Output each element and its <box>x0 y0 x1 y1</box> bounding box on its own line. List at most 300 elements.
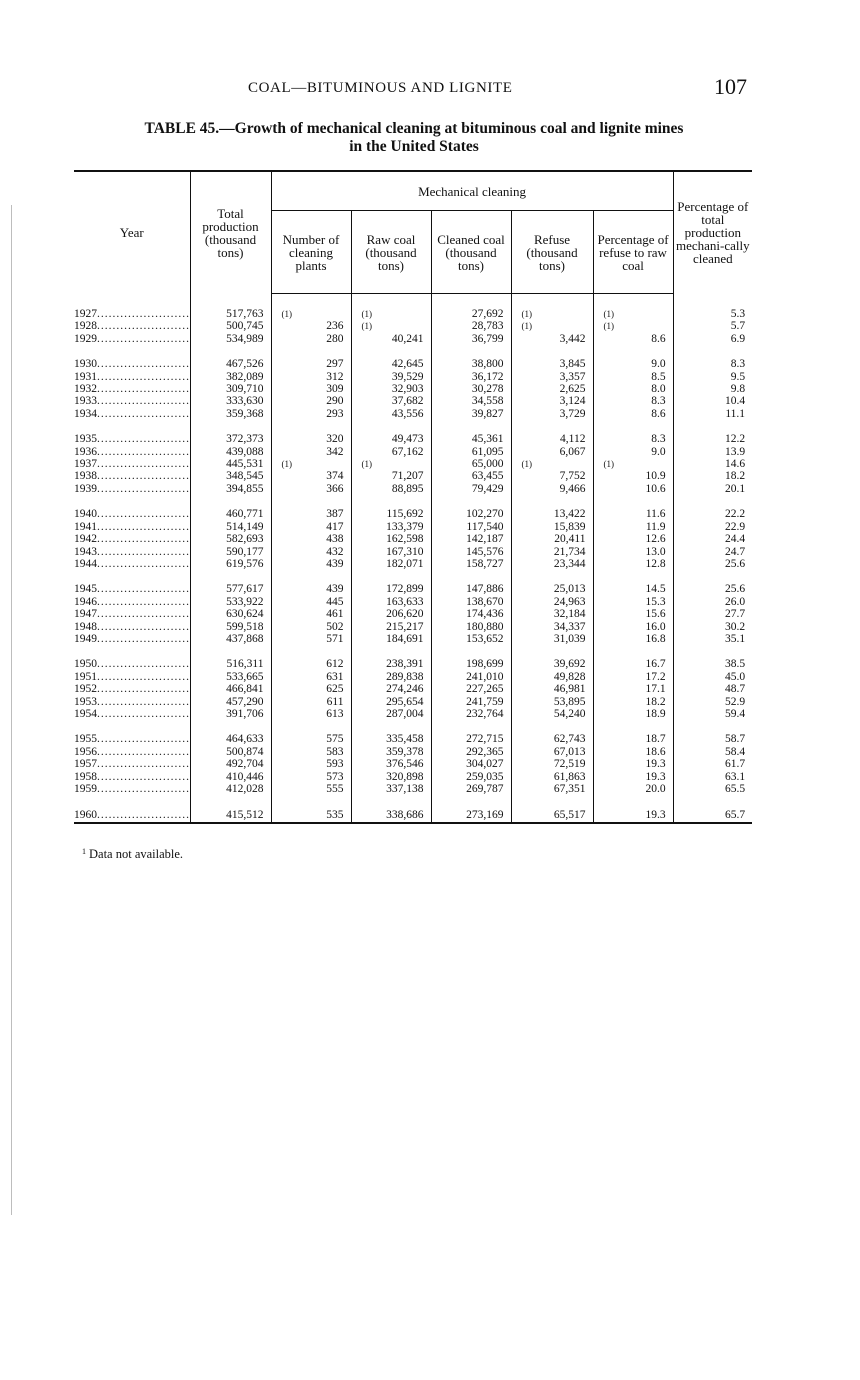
table-row <box>74 596 752 608</box>
cell-value: 88,895 <box>391 482 424 495</box>
cell-value: 12.6 <box>645 533 666 546</box>
cell-refuse <box>511 433 593 445</box>
cell-total-production <box>190 583 271 595</box>
cell-value: 133,379 <box>386 520 424 533</box>
cell-value: 3,729 <box>559 407 586 420</box>
year-label: 1935 ..... <box>74 433 190 445</box>
cell-refuse <box>511 358 593 370</box>
cell-value: 439 <box>326 557 344 570</box>
table-row <box>74 808 752 823</box>
cell-value: 10.9 <box>645 470 666 483</box>
cell-value: 162,598 <box>386 533 424 546</box>
cell-total-production <box>190 458 271 470</box>
spacer-cell <box>271 294 351 309</box>
not-available-marker: (1) <box>521 459 532 470</box>
cell-cleaning-plants <box>271 596 351 608</box>
cell-value: 8.6 <box>651 332 666 345</box>
table-row <box>74 483 752 495</box>
cell-value: 22.2 <box>724 508 746 521</box>
cell-refuse <box>511 608 593 620</box>
cell-refuse <box>511 458 593 470</box>
spacer-cell <box>190 294 271 309</box>
cell-cleaning-plants <box>271 771 351 783</box>
table-row <box>74 621 752 633</box>
cell-value: 18.2 <box>645 695 666 708</box>
cell-raw-coal <box>351 696 431 708</box>
cell-cleaning-plants <box>271 746 351 758</box>
cell-value: 35.1 <box>724 632 746 645</box>
cell-total-production <box>190 546 271 558</box>
table-row <box>74 733 752 745</box>
table-row <box>74 383 752 395</box>
cell-value: 147,886 <box>466 583 504 596</box>
cell-value: 59.4 <box>724 707 746 720</box>
cell-total-production <box>190 783 271 795</box>
cell-value: 259,035 <box>466 770 504 783</box>
cell-value: 577,617 <box>226 583 264 596</box>
cell-year <box>74 633 190 645</box>
header-number-of-plants: Number of cleaning plants <box>271 211 351 294</box>
cell-raw-coal <box>351 783 431 795</box>
table-row <box>74 508 752 520</box>
header-year: Year <box>74 171 190 294</box>
cell-refuse <box>511 683 593 695</box>
table-row <box>74 658 752 670</box>
cell-refuse <box>511 558 593 570</box>
cell-value: 28,783 <box>471 320 504 333</box>
cell-pct-mech-cleaned <box>673 383 752 395</box>
cell-value: 573 <box>326 770 344 783</box>
cell-refuse <box>511 771 593 783</box>
cell-refuse <box>511 383 593 395</box>
year-label: 1957 ..... <box>74 758 190 770</box>
cell-value: 292,365 <box>466 745 504 758</box>
cell-value: 63,455 <box>471 470 504 483</box>
cell-value: 280 <box>326 332 344 345</box>
cell-value: 593 <box>326 758 344 771</box>
cell-cleaned-coal <box>431 546 511 558</box>
cell-pct-refuse <box>593 633 673 645</box>
cell-value: 30.2 <box>724 620 746 633</box>
not-available-marker: (1) <box>603 459 614 470</box>
cell-year <box>74 308 190 320</box>
cell-value: 387 <box>326 508 344 521</box>
cell-value: 8.0 <box>651 383 666 396</box>
cell-pct-refuse <box>593 470 673 482</box>
cell-cleaned-coal <box>431 470 511 482</box>
gap-cell <box>593 495 673 508</box>
gap-cell <box>271 720 351 733</box>
cell-total-production <box>190 633 271 645</box>
year-label: 1936 ..... <box>74 446 190 458</box>
cell-value: 445,531 <box>226 458 264 471</box>
cell-value: 599,518 <box>226 620 264 633</box>
cell-value: 67,351 <box>553 783 586 795</box>
cell-year <box>74 433 190 445</box>
cell-value: 241,759 <box>466 695 504 708</box>
year-label: 1947 ..... <box>74 608 190 620</box>
cell-cleaned-coal <box>431 446 511 458</box>
cell-value: 34,337 <box>553 620 586 633</box>
cell-value: 65,000 <box>471 458 504 471</box>
table-caption <box>74 120 754 156</box>
cell-value: 555 <box>326 783 344 795</box>
cell-value: 445 <box>326 595 344 608</box>
cell-value: 17.2 <box>645 670 666 683</box>
cell-refuse <box>511 746 593 758</box>
table-row <box>74 446 752 458</box>
cell-value: 61,863 <box>553 770 586 783</box>
cell-value: 16.8 <box>645 632 666 645</box>
cell-raw-coal <box>351 333 431 345</box>
cell-raw-coal <box>351 608 431 620</box>
gap-cell <box>593 645 673 658</box>
cell-cleaned-coal <box>431 408 511 420</box>
cell-total-production <box>190 446 271 458</box>
cell-refuse <box>511 621 593 633</box>
cell-total-production <box>190 408 271 420</box>
cell-value: 46,981 <box>553 683 586 696</box>
cell-cleaning-plants <box>271 671 351 683</box>
cell-value: 18.6 <box>645 745 666 758</box>
cell-value: 184,691 <box>386 632 424 645</box>
cell-total-production <box>190 371 271 383</box>
cell-pct-mech-cleaned <box>673 333 752 345</box>
cell-year <box>74 508 190 520</box>
cell-year <box>74 446 190 458</box>
cell-value: 117,540 <box>466 520 504 533</box>
year-label: 1946 ..... <box>74 596 190 608</box>
cell-value: 21,734 <box>553 545 586 558</box>
cell-value: 26.0 <box>724 595 746 608</box>
cell-value: 320 <box>326 433 344 446</box>
cell-cleaning-plants <box>271 621 351 633</box>
cell-value: 437,868 <box>226 632 264 645</box>
cell-cleaned-coal <box>431 758 511 770</box>
gap-cell <box>74 720 190 733</box>
cell-cleaned-coal <box>431 708 511 720</box>
cell-total-production <box>190 708 271 720</box>
running-head <box>0 74 860 102</box>
cell-value: 14.6 <box>724 458 746 471</box>
cell-value: 180,880 <box>466 620 504 633</box>
cell-value: 39,827 <box>471 407 504 420</box>
gap-cell <box>431 645 511 658</box>
cell-pct-refuse <box>593 696 673 708</box>
gap-cell <box>351 420 431 433</box>
cell-value: 167,310 <box>386 545 424 558</box>
cell-value: 3,845 <box>559 358 586 371</box>
not-available-marker: (1) <box>603 321 614 332</box>
cell-value: 19.3 <box>645 770 666 783</box>
year-label: 1952 ..... <box>74 683 190 695</box>
cell-value: 37,682 <box>391 395 424 408</box>
cell-pct-mech-cleaned <box>673 758 752 770</box>
year-label: 1954 ..... <box>74 708 190 720</box>
cell-value: 63.1 <box>724 770 746 783</box>
cell-value: 49,828 <box>553 670 586 683</box>
gap-cell <box>351 645 431 658</box>
cell-total-production <box>190 333 271 345</box>
gap-cell <box>190 720 271 733</box>
not-available-marker: (1) <box>361 309 372 319</box>
cell-value: 274,246 <box>386 683 424 696</box>
gap-cell <box>511 570 593 583</box>
cell-value: 9.8 <box>730 383 746 396</box>
year-label: 1934 ..... <box>74 408 190 420</box>
header-pct-refuse: Percentage of refuse to raw coal <box>593 211 673 294</box>
cell-total-production <box>190 771 271 783</box>
cell-total-production <box>190 383 271 395</box>
cell-pct-refuse <box>593 521 673 533</box>
gap-cell <box>74 420 190 433</box>
group-gap-row <box>74 420 752 433</box>
cell-cleaning-plants <box>271 733 351 745</box>
gap-cell <box>271 495 351 508</box>
cell-value: 8.3 <box>651 395 666 408</box>
data-table <box>74 170 752 824</box>
cell-raw-coal <box>351 308 431 320</box>
cell-pct-refuse <box>593 383 673 395</box>
cell-value: 466,841 <box>226 683 264 696</box>
cell-raw-coal <box>351 808 431 823</box>
cell-pct-refuse <box>593 508 673 520</box>
cell-value: 31,039 <box>553 632 586 645</box>
cell-value: 13.9 <box>724 445 746 458</box>
gap-cell <box>593 570 673 583</box>
cell-value: 290 <box>326 395 344 408</box>
cell-value: 27,692 <box>471 308 504 320</box>
cell-pct-mech-cleaned <box>673 408 752 420</box>
cell-cleaning-plants <box>271 608 351 620</box>
gap-cell <box>190 420 271 433</box>
cell-value: 342 <box>326 445 344 458</box>
gap-cell <box>190 495 271 508</box>
gap-cell <box>431 720 511 733</box>
cell-value: 25.6 <box>724 583 746 596</box>
cell-year <box>74 333 190 345</box>
cell-cleaning-plants <box>271 658 351 670</box>
cell-pct-mech-cleaned <box>673 671 752 683</box>
cell-cleaned-coal <box>431 671 511 683</box>
cell-cleaned-coal <box>431 583 511 595</box>
cell-year <box>74 470 190 482</box>
table-row <box>74 458 752 470</box>
cell-cleaned-coal <box>431 771 511 783</box>
spacer-cell <box>673 294 752 309</box>
gap-cell <box>593 345 673 358</box>
cell-value: 500,745 <box>226 320 264 333</box>
cell-pct-mech-cleaned <box>673 608 752 620</box>
page-number: 107 <box>714 74 747 99</box>
gap-cell <box>673 720 752 733</box>
cell-year <box>74 733 190 745</box>
cell-value: 492,704 <box>226 758 264 771</box>
cell-value: 9.0 <box>651 445 666 458</box>
cell-total-production <box>190 683 271 695</box>
year-label: 1942 ..... <box>74 533 190 545</box>
margin-rule <box>11 205 12 1215</box>
year-label: 1951 ..... <box>74 671 190 683</box>
cell-value: 273,169 <box>466 809 504 822</box>
cell-value: 11.6 <box>645 508 666 521</box>
table-row <box>74 470 752 482</box>
cell-refuse <box>511 483 593 495</box>
gap-cell <box>351 720 431 733</box>
cell-year <box>74 521 190 533</box>
cell-refuse <box>511 508 593 520</box>
cell-total-production <box>190 808 271 823</box>
cell-value: 13,422 <box>553 508 586 521</box>
cell-pct-mech-cleaned <box>673 633 752 645</box>
year-label: 1939 ..... <box>74 483 190 495</box>
table-row <box>74 746 752 758</box>
cell-cleaning-plants <box>271 320 351 332</box>
cell-cleaned-coal <box>431 308 511 320</box>
cell-raw-coal <box>351 546 431 558</box>
cell-pct-mech-cleaned <box>673 358 752 370</box>
cell-year <box>74 546 190 558</box>
cell-pct-mech-cleaned <box>673 596 752 608</box>
cell-total-production <box>190 608 271 620</box>
cell-value: 25.6 <box>724 557 746 570</box>
table-row <box>74 783 752 795</box>
cell-value: 158,727 <box>466 557 504 570</box>
cell-pct-mech-cleaned <box>673 808 752 823</box>
cell-cleaned-coal <box>431 808 511 823</box>
cell-pct-mech-cleaned <box>673 746 752 758</box>
table-row <box>74 546 752 558</box>
cell-value: 590,177 <box>226 545 264 558</box>
cell-value: 40,241 <box>391 332 424 345</box>
cell-value: 338,686 <box>386 809 424 822</box>
cell-value: 4,112 <box>560 433 586 446</box>
cell-value: 27.7 <box>724 608 746 621</box>
cell-pct-refuse <box>593 458 673 470</box>
year-label: 1944 ..... <box>74 558 190 570</box>
cell-cleaned-coal <box>431 746 511 758</box>
cell-cleaning-plants <box>271 683 351 695</box>
cell-cleaning-plants <box>271 446 351 458</box>
cell-value: 3,442 <box>559 332 586 345</box>
cell-year <box>74 383 190 395</box>
caption-line-2: in the United States <box>349 138 479 155</box>
cell-cleaning-plants <box>271 408 351 420</box>
gap-cell <box>593 420 673 433</box>
table-body <box>74 294 752 824</box>
cell-value: 30,278 <box>471 383 504 396</box>
cell-total-production <box>190 621 271 633</box>
cell-cleaned-coal <box>431 458 511 470</box>
cell-pct-refuse <box>593 608 673 620</box>
cell-pct-refuse <box>593 446 673 458</box>
cell-value: 61.7 <box>724 758 746 771</box>
cell-refuse <box>511 446 593 458</box>
gap-cell <box>511 645 593 658</box>
cell-pct-mech-cleaned <box>673 483 752 495</box>
header-raw-coal: Raw coal (thousand tons) <box>351 211 431 294</box>
cell-value: 71,207 <box>391 470 424 483</box>
cell-pct-refuse <box>593 683 673 695</box>
cell-total-production <box>190 658 271 670</box>
cell-value: 34,558 <box>471 395 504 408</box>
cell-value: 42,645 <box>391 358 424 371</box>
cell-value: 13.0 <box>645 545 666 558</box>
gap-cell <box>74 345 190 358</box>
cell-pct-mech-cleaned <box>673 433 752 445</box>
cell-pct-mech-cleaned <box>673 696 752 708</box>
cell-value: 417 <box>326 520 344 533</box>
cell-value: 20,411 <box>554 533 586 546</box>
cell-value: 79,429 <box>471 482 504 495</box>
cell-year <box>74 658 190 670</box>
gap-cell <box>431 345 511 358</box>
cell-refuse <box>511 371 593 383</box>
cell-value: 24.7 <box>724 545 746 558</box>
cell-year <box>74 533 190 545</box>
cell-value: 18.9 <box>645 707 666 720</box>
cell-pct-refuse <box>593 408 673 420</box>
cell-cleaning-plants <box>271 458 351 470</box>
cell-total-production <box>190 508 271 520</box>
cell-pct-mech-cleaned <box>673 533 752 545</box>
header-mechanical-cleaning: Mechanical cleaning <box>271 171 673 211</box>
cell-value: 514,149 <box>226 520 264 533</box>
cell-raw-coal <box>351 320 431 332</box>
gap-cell <box>351 795 431 808</box>
cell-total-production <box>190 758 271 770</box>
gap-cell <box>511 345 593 358</box>
cell-value: 39,529 <box>391 370 424 383</box>
cell-value: 53,895 <box>553 695 586 708</box>
table-row <box>74 333 752 345</box>
cell-pct-mech-cleaned <box>673 621 752 633</box>
cell-cleaned-coal <box>431 558 511 570</box>
cell-raw-coal <box>351 771 431 783</box>
cell-value: 7,752 <box>559 470 586 483</box>
year-label: 1960 ..... <box>74 809 190 821</box>
cell-pct-refuse <box>593 808 673 823</box>
cell-pct-refuse <box>593 621 673 633</box>
cell-year <box>74 483 190 495</box>
cell-value: 142,187 <box>466 533 504 546</box>
gap-cell <box>190 570 271 583</box>
gap-cell <box>673 420 752 433</box>
gap-cell <box>271 345 351 358</box>
cell-value: 145,576 <box>466 545 504 558</box>
cell-pct-mech-cleaned <box>673 371 752 383</box>
cell-refuse <box>511 671 593 683</box>
cell-value: 18.7 <box>645 733 666 746</box>
cell-value: 320,898 <box>386 770 424 783</box>
cell-value: 23,344 <box>553 557 586 570</box>
cell-cleaning-plants <box>271 783 351 795</box>
gap-cell <box>351 345 431 358</box>
cell-cleaning-plants <box>271 758 351 770</box>
cell-refuse <box>511 470 593 482</box>
year-label: 1956 ..... <box>74 746 190 758</box>
cell-value: 295,654 <box>386 695 424 708</box>
not-available-marker: (1) <box>361 321 372 332</box>
cell-pct-mech-cleaned <box>673 733 752 745</box>
cell-value: 464,633 <box>226 733 264 746</box>
cell-cleaned-coal <box>431 608 511 620</box>
cell-value: 2,625 <box>559 383 586 396</box>
table-row <box>74 533 752 545</box>
cell-pct-refuse <box>593 758 673 770</box>
cell-cleaned-coal <box>431 621 511 633</box>
cell-raw-coal <box>351 483 431 495</box>
